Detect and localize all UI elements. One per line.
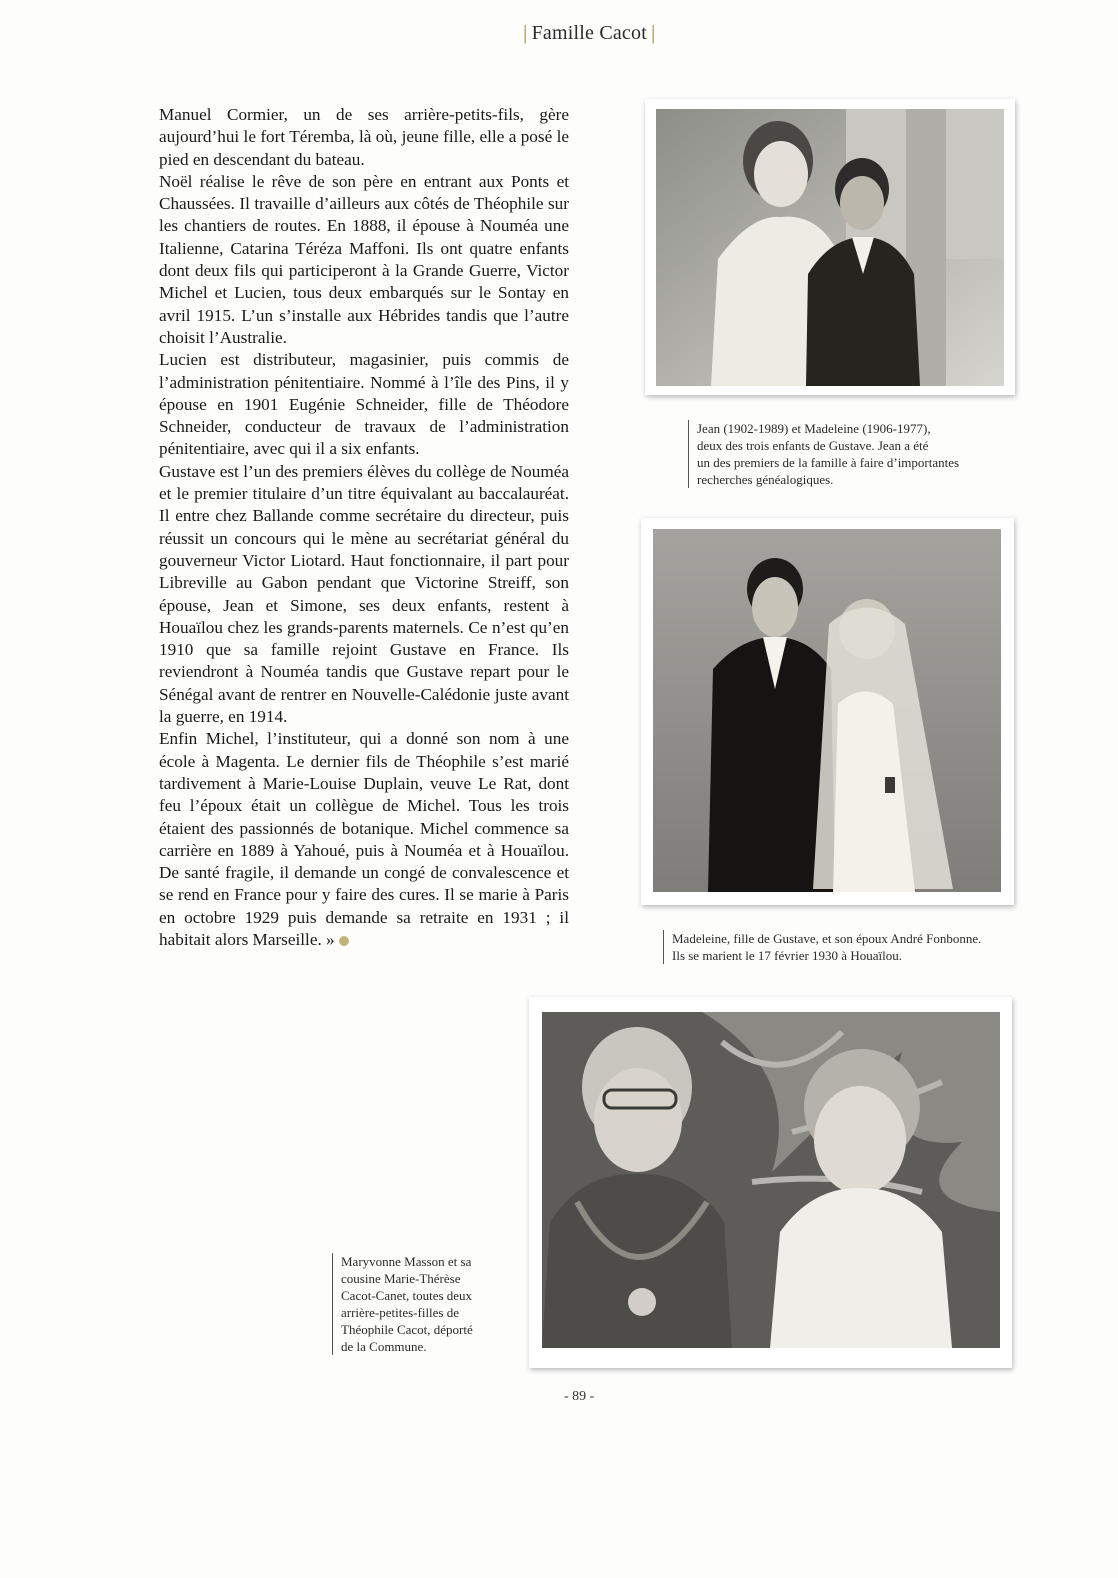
article-body	[159, 104, 569, 951]
page-title: Famille Cacot	[531, 22, 647, 44]
page-header	[519, 22, 660, 45]
photo-cousins	[542, 1012, 1000, 1348]
caption-photo-wedding: Madeleine, fille de Gustave, et son époux André Fonbonne. Ils se marient le 17 février 1930 à Houaïlou.	[663, 930, 981, 964]
end-of-article-icon	[339, 936, 349, 946]
photo-wedding-frame	[641, 518, 1014, 905]
photo-jean-madeleine-frame	[645, 99, 1015, 395]
paragraph-3: Lucien est distributeur, magasinier, puis commis de l’administration pénitentiaire. Nommé à l’île des Pins, il y épouse en 1901 Eugénie Schneider, fille de Théodore Schneider, conducteur de travaux de l’administration pénitentiaire, avec qui il a six enfants.	[159, 350, 569, 459]
header-divider-right: |	[650, 22, 656, 44]
photo-wedding	[653, 529, 1001, 892]
paragraph-5-text: Enfin Michel, l’instituteur, qui a donné son nom à une école à Magenta. Le dernier fils de Théophile s’est marié tardivement à Marie-Louise Duplain, veuve Le Rat, dont feu l’époux était un collègue de Michel. Tous les trois étaient des passionnés de botanique. Michel commence sa carrière en 1889 à Yahoué, puis à Nouméa et à Houaïlou. De santé fragile, il demande un congé de convalescence et se rend en France pour y faire des cures. Il se marie à Paris en octobre 1929 puis demande sa retraite en 1931 ; il habitait alors Marseille. »	[159, 729, 569, 949]
page-number: - 89 -	[564, 1389, 595, 1404]
caption-photo-jean-madeleine: Jean (1902-1989) et Madeleine (1906-1977), deux des trois enfants de Gustave. Jean a été un des premiers de la famille à faire d’importantes recherches généalogiques.	[688, 420, 959, 488]
paragraph-5	[159, 728, 569, 951]
header-divider-left: |	[523, 22, 528, 44]
photo-jean-madeleine	[656, 109, 1004, 386]
paragraph-1: Manuel Cormier, un de ses arrière-petits-fils, gère aujourd’hui le fort Téremba, là où, jeune fille, elle a posé le pied en descendant du bateau.	[159, 105, 569, 169]
paragraph-2: Noël réalise le rêve de son père en entrant aux Ponts et Chaussées. Il travaille d’ailleurs aux côtés de Théophile sur les chantiers de routes. En 1888, il épouse à Nouméa une Italienne, Catarina Téréza Maffoni. Ils ont quatre enfants dont deux fils qui participeront à la Grande Guerre, Victor Michel et Lucien, tous deux embarqués sur le Sontay en avril 1915. L’un s’installe aux Hébrides tandis que l’autre choisit l’Australie.	[159, 171, 569, 347]
caption-photo-cousins: Maryvonne Masson et sa cousine Marie-Thérèse Cacot-Canet, toutes deux arrière-petites-filles de Théophile Cacot, déporté de la Commune.	[332, 1253, 473, 1355]
photo-cousins-frame	[529, 997, 1012, 1368]
paragraph-4: Gustave est l’un des premiers élèves du collège de Nouméa et le premier titulaire d’un titre équivalant au baccalauréat. Il entre chez Ballande comme secrétaire du directeur, puis réussit un concours qui le mène au secrétariat général du gouverneur Victor Liotard. Haut fonctionnaire, il part pour Libreville au Gabon pendant que Victorine Streiff, son épouse, Jean et Simone, ses deux enfants, restent à Houaïlou chez les grands-parents maternels. Ce n’est qu’en 1910 que sa famille rejoint Gustave en France. Ils reviendront à Nouméa tandis que Gustave repart pour le Sénégal avant de rentrer en Nouvelle-Calédonie juste avant la guerre, en 1914.	[159, 461, 569, 727]
